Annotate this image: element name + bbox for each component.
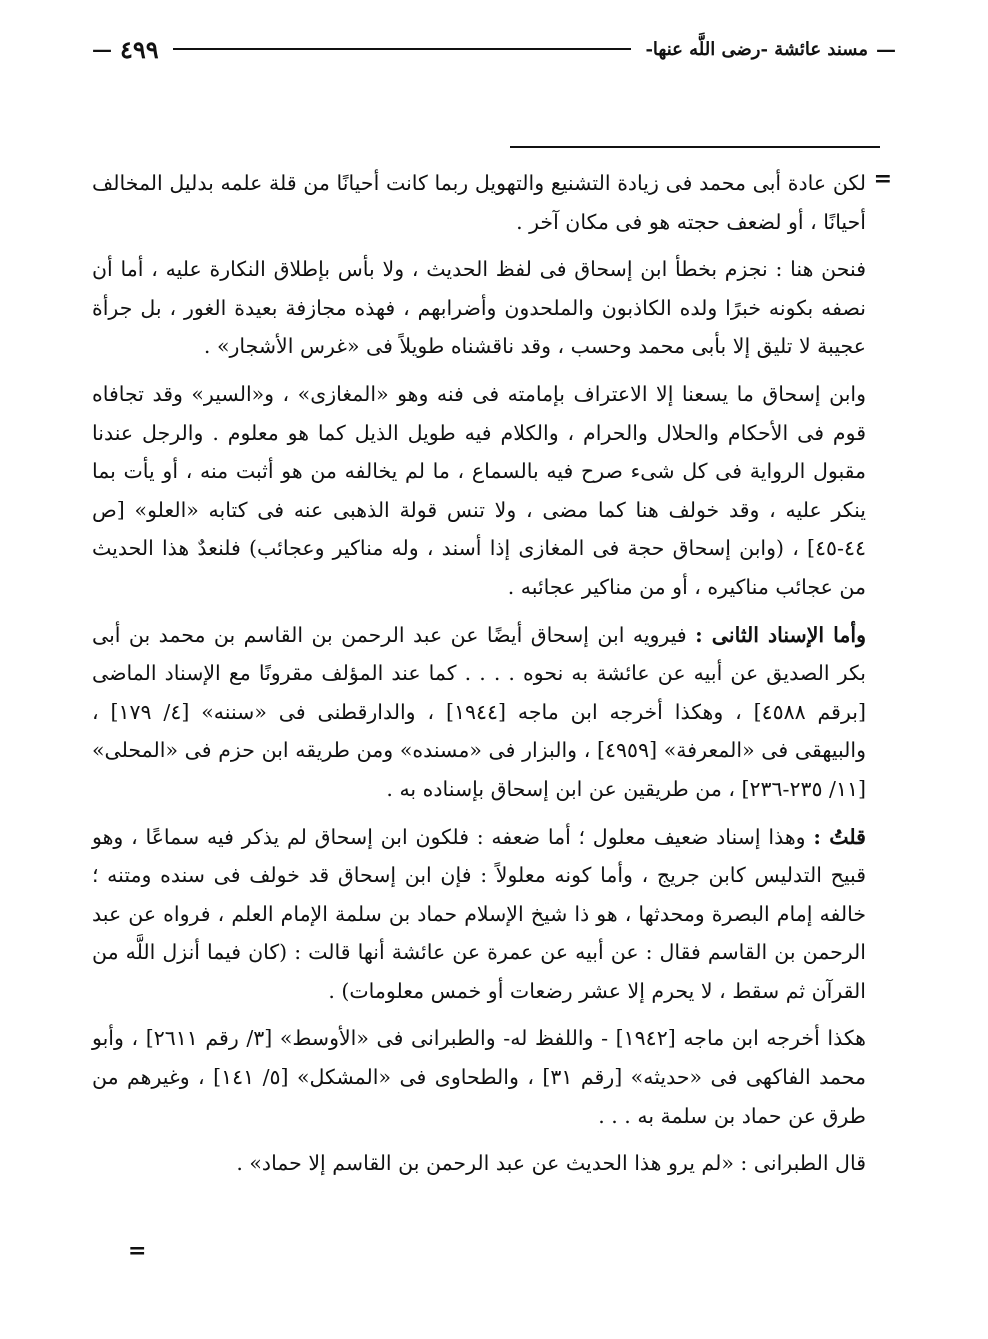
paragraph-text: وابن إسحاق ما يسعنا إلا الاعتراف بإمامته فى فنه وهو «المغازى» ، و«السير» وقد تجافاه قوم فى الأحكام والحلال والحرام ، والكلام فيه طويل الذيل كما هو معلوم . والرجل عندنا مقبول الرواية فى كل شىء صرح فيه بالسماع ، ما لم يخالفه من هو أثبت منه ، أو يأت بما ينكر عليه ، وقد خولف هنا كما مضى ، ولا تنس قولة الذهبى عنه فى كتابه «العلو» [ص ٤٤-٤٥] ، (وابن إسحاق حجة فى المغازى إذا أسند ، وله مناكير وعجائب) فلنعدٌ هذا الحديث من عجائب مناكيره ، أو من مناكير عجائبه . xyxy=(92,381,866,599)
header-rule xyxy=(173,48,632,50)
paragraph xyxy=(92,616,866,809)
paragraph-text: قال الطبرانى : «لم يرو هذا الحديث عن عبد الرحمن بن القاسم إلا حماد» . xyxy=(236,1151,866,1176)
footnote-separator xyxy=(510,146,880,148)
continuation-mark-start: = xyxy=(873,166,892,192)
paragraph xyxy=(92,250,866,366)
paragraph-text: هكذا أخرجه ابن ماجه [١٩٤٢] - واللفظ له- والطبرانى فى «الأوسط» [٣/ رقم ٢٦١١] ، وأبو محمد الفاكهى فى «حديثه» [رقم ٣١] ، والطحاوى فى «المشكل» [٥/ ١٤١] ، وغيرهم من طرق عن حماد بن سلمة به . . . xyxy=(92,1026,866,1128)
paragraph xyxy=(92,1144,866,1183)
paragraph-text: وهذا إسناد ضعيف معلول ؛ أما ضعفه : فلكون ابن إسحاق لم يذكر فيه سماعًا ، وهو قبيح التدليس كابن جريج ، وأما كونه معلولاً : فإن ابن إسحاق قد خولف فى سنده ومتنه ؛ خالفه إمام البصرة ومحدثها ، هو ذا شيخ الإسلام حماد بن سلمة الإمام العلم ، فرواه عن عبد الرحمن بن القاسم فقال : عن أبيه عن عمرة عن عائشة أنها قالت : (كان فيما أنزل اللَّه من القرآن ثم سقط ، لا يحرم إلا عشر رضعات أو خمس معلومات) . xyxy=(92,824,866,1003)
paragraph-text: لكن عادة أبى محمد فى زيادة التشنيع والتهويل ربما كانت أحيانًا من قلة علمه بدليل المخالف أحيانًا ، أو لضعف حجته هو فى مكان آخر . xyxy=(92,171,866,234)
header-title: مسند عائشة -رضى اللَّه عنها- xyxy=(645,38,868,60)
header-dash-right: — xyxy=(876,37,896,61)
paragraph-label: قلتُ : xyxy=(813,824,866,849)
footnote-body xyxy=(92,164,866,1192)
paragraph xyxy=(92,375,866,607)
paragraph xyxy=(92,1019,866,1135)
running-header xyxy=(92,34,896,64)
page-number: ٤٩٩ xyxy=(120,34,159,64)
paragraph-text: فنحن هنا : نجزم بخطأ ابن إسحاق فى لفظ الحديث ، ولا بأس بإطلاق النكارة عليه ، أما أن نصفه بكونه خبرًا ولده الكاذبون والملحدون وأضرابهم ، فهذه مجازفة بعيدة الغور ، بل جرأة عجيبة لا تليق إلا بأبى محمد وحسب ، وقد ناقشناه طويلاً فى «غرس الأشجار» . xyxy=(92,257,866,359)
paragraph-label: وأما الإسناد الثانى : xyxy=(695,622,866,647)
paragraph-text: فيرويه ابن إسحاق أيضًا عن عبد الرحمن بن القاسم بن محمد بن أبى بكر الصديق عن أبيه عن عائشة به نحوه . . . . كما عند المؤلف مقرونًا مع الإسناد الماضى [برقم ٤٥٨٨] ، وهكذا أخرجه ابن ماجه [١٩٤٤] ، والدارقطنى فى «سننه» [٤/ ١٧٩] ، والبيهقى فى «المعرفة» [٤٩٥٩] ، والبزار فى «مسنده» ومن طريقه ابن حزم فى «المحلى» [١١/ ٢٣٥-٢٣٦] ، من طريقين عن ابن إسحاق بإسناده به . xyxy=(92,622,866,801)
paragraph xyxy=(92,818,866,1011)
continuation-mark-end: = xyxy=(128,1238,147,1264)
header-dash-left: — xyxy=(92,37,112,61)
paragraph xyxy=(92,164,866,241)
